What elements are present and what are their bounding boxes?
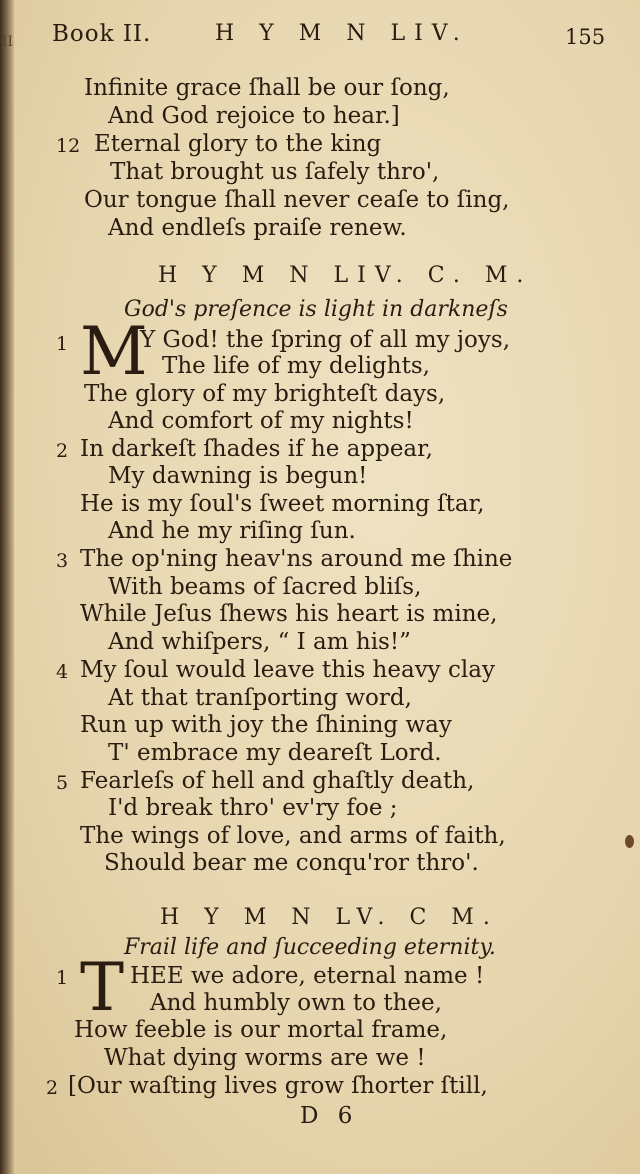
verse-line: My dawning is begun! xyxy=(108,463,368,489)
verse-line: Y God! the ſpring of all my joys, xyxy=(140,327,511,353)
verse-line: And comfort of my nights! xyxy=(108,408,414,434)
running-title: H Y M N LIV. xyxy=(215,21,469,46)
verse-line: Infinite grace ſhall be our ſong, xyxy=(84,75,450,101)
verse-line: That brought us ſafely thro', xyxy=(110,159,440,185)
verse-line: [Our waſting lives grow ſhorter ſtill, xyxy=(68,1073,488,1099)
verse-line: T' embrace my deareſt Lord. xyxy=(108,740,442,766)
verse-number: 2 xyxy=(56,440,69,462)
drop-cap: T xyxy=(80,949,125,1026)
verse-line: Eternal glory to the king xyxy=(94,131,382,157)
gutter-mark: II xyxy=(2,34,14,50)
verse-line: Fearleſs of hell and ghaſtly death, xyxy=(80,768,475,794)
verse-line: And endleſs praiſe renew. xyxy=(108,215,407,241)
verse-number: 5 xyxy=(56,772,69,794)
page-number: 155 xyxy=(565,25,606,49)
verse-line: The life of my delights, xyxy=(162,353,430,379)
signature-mark: D 6 xyxy=(300,1103,359,1129)
verse-line: And humbly own to thee, xyxy=(150,990,442,1016)
verse-line: And whiſpers, “ I am his!” xyxy=(108,629,411,655)
verse-number: 1 xyxy=(56,333,69,355)
verse-line: HEE we adore, eternal name ! xyxy=(130,963,485,989)
verse-line: The op'ning heav'ns around me ſhine xyxy=(80,546,513,572)
verse-line: With beams of ſacred bliſs, xyxy=(108,574,422,600)
verse-line: While Jeſus ſhews his heart is mine, xyxy=(80,601,498,627)
verse-line: What dying worms are we ! xyxy=(104,1045,426,1071)
verse-line: He is my ſoul's ſweet morning ſtar, xyxy=(80,491,485,517)
verse-number: 3 xyxy=(56,550,69,572)
book-label: Book II. xyxy=(52,21,152,47)
hymn-title: H Y M N LIV. C. M. xyxy=(158,263,533,288)
verse-line: At that tranſporting word, xyxy=(108,685,412,711)
verse-line: I'd break thro' ev'ry foe ; xyxy=(108,795,398,821)
book-gutter xyxy=(0,0,14,1174)
verse-number: 2 xyxy=(46,1077,59,1099)
verse-number: 4 xyxy=(56,661,69,683)
hymn-title: H Y M N LV. C M. xyxy=(160,905,499,930)
verse-line: Should bear me conqu'ror thro'. xyxy=(104,850,479,876)
ink-stain xyxy=(625,835,634,848)
verse-line: The glory of my brighteſt days, xyxy=(84,381,446,407)
verse-line: In darkeſt ſhades if he appear, xyxy=(80,436,433,462)
verse-line: And he my riſing ſun. xyxy=(108,518,356,544)
verse-number: 1 xyxy=(56,967,69,989)
drop-cap: M xyxy=(80,313,148,390)
verse-line: And God rejoice to hear.] xyxy=(108,103,400,129)
verse-number: 12 xyxy=(56,135,81,157)
hymn-subtitle: Frail life and ſucceeding eternity. xyxy=(124,935,496,960)
verse-line: The wings of love, and arms of faith, xyxy=(80,823,506,849)
verse-line: How feeble is our mortal frame, xyxy=(74,1017,448,1043)
verse-line: My ſoul would leave this heavy clay xyxy=(80,657,495,683)
verse-line: Run up with joy the ſhining way xyxy=(80,712,452,738)
verse-line: Our tongue ſhall never ceaſe to ſing, xyxy=(84,187,510,213)
hymn-subtitle: God's preſence is light in darkneſs xyxy=(124,297,508,322)
